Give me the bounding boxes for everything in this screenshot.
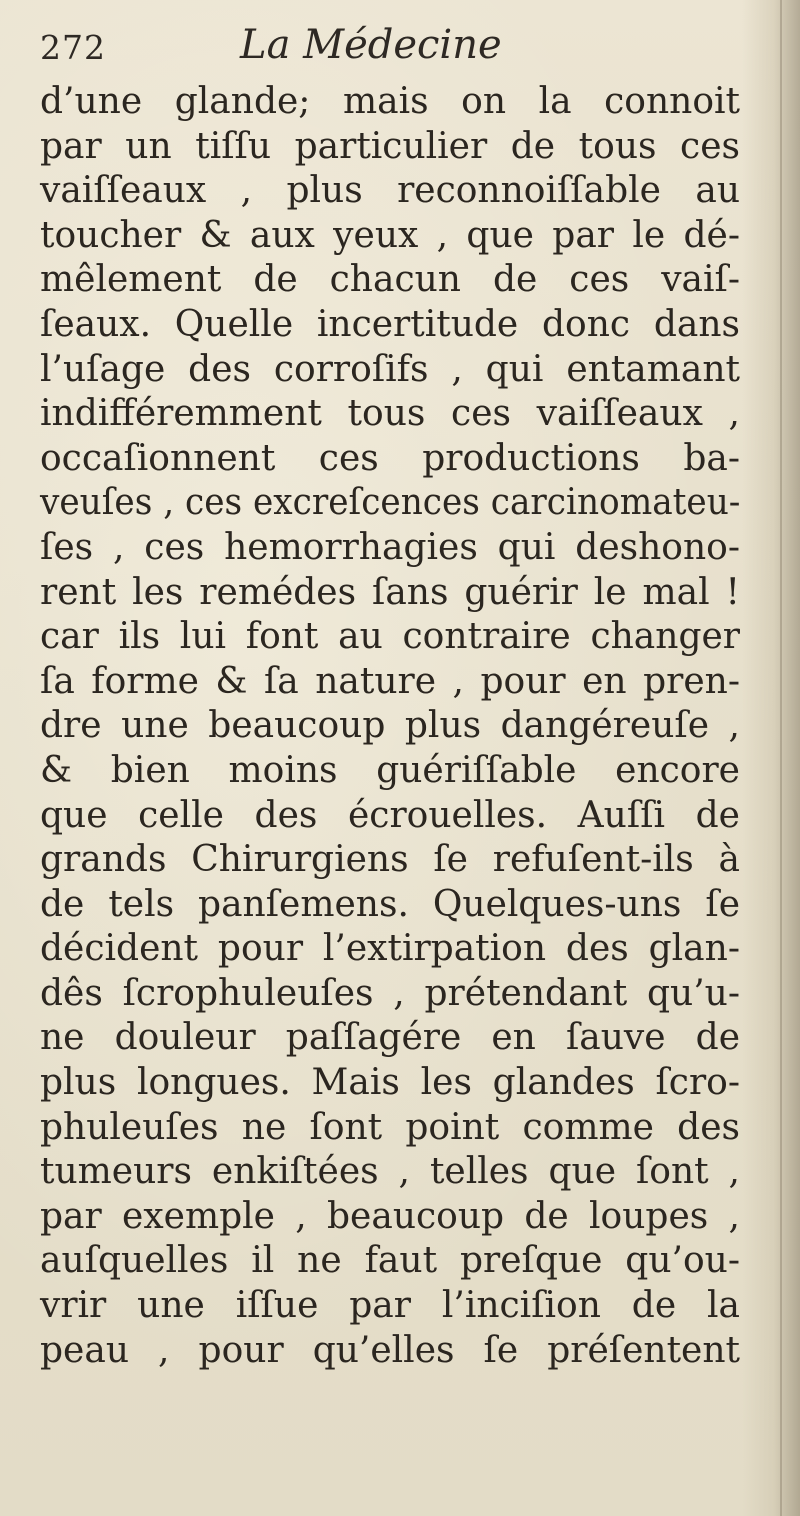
text-line-6: ſeaux. Quelle incertitude donc dans <box>40 303 740 345</box>
text-line-29: peau , pour qu’elles ſe préſentent <box>40 1329 740 1371</box>
page-number: 272 <box>40 28 106 67</box>
text-line-8: indifféremment tous ces vaiſſeaux , <box>40 393 740 435</box>
text-line-26: par exemple , beaucoup de loupes , <box>40 1195 740 1237</box>
running-title: La Médecine <box>240 22 502 68</box>
text-line-9: occaſionnent ces productions ba- <box>40 437 740 479</box>
page-header <box>40 14 740 76</box>
text-line-25: tumeurs enkiſtées , telles que ſont , <box>40 1151 740 1193</box>
text-line-5: mêlement de chacun de ces vaiſ- <box>40 259 740 301</box>
text-line-20: décident pour l’extirpation des glan- <box>40 928 740 970</box>
text-line-2: par un tiſſu particulier de tous ces <box>40 125 740 167</box>
text-line-16: & bien moins guériſſable encore <box>40 749 740 791</box>
body-text <box>40 80 740 1373</box>
text-line-12: rent les remédes ſans guérir le mal ! <box>40 571 740 613</box>
text-line-24: phuleuſes ne ſont point comme des <box>40 1106 740 1148</box>
text-line-21: dês ſcrophuleuſes , prétendant qu’u- <box>40 972 740 1014</box>
text-line-18: grands Chirurgiens ſe refuſent-ils à <box>40 839 740 881</box>
text-line-10: veuſes , ces excreſcences carcinomateu- <box>40 482 741 524</box>
text-line-4: toucher & aux yeux , que par le dé- <box>40 214 740 256</box>
text-line-13: car ils lui font au contraire changer <box>40 616 740 658</box>
text-line-15: dre une beaucoup plus dangéreuſe , <box>40 705 740 747</box>
text-line-11: ſes , ces hemorrhagies qui deshono- <box>40 526 740 568</box>
text-line-1: d’une glande; mais on la connoit <box>40 81 740 122</box>
text-line-14: ſa forme & ſa nature , pour en pren- <box>40 660 740 702</box>
text-line-28: vrir une iſſue par l’inciſion de la <box>40 1285 740 1327</box>
text-line-17: que celle des écrouelles. Auſſi de <box>40 794 740 836</box>
text-line-3: vaiſſeaux , plus reconnoiſſable au <box>40 170 740 212</box>
text-line-27: auſquelles il ne faut preſque qu’ou- <box>40 1240 740 1282</box>
page-edge-shadow <box>742 0 800 1516</box>
text-line-7: l’uſage des corroſifs , qui entamant <box>40 348 740 390</box>
text-line-22: ne douleur paſſagére en ſauve de <box>40 1017 740 1059</box>
page-edge-line <box>780 0 782 1516</box>
text-line-23: plus longues. Mais les glandes ſcro- <box>40 1062 740 1104</box>
text-line-19: de tels panſemens. Quelques-uns ſe <box>40 883 740 925</box>
